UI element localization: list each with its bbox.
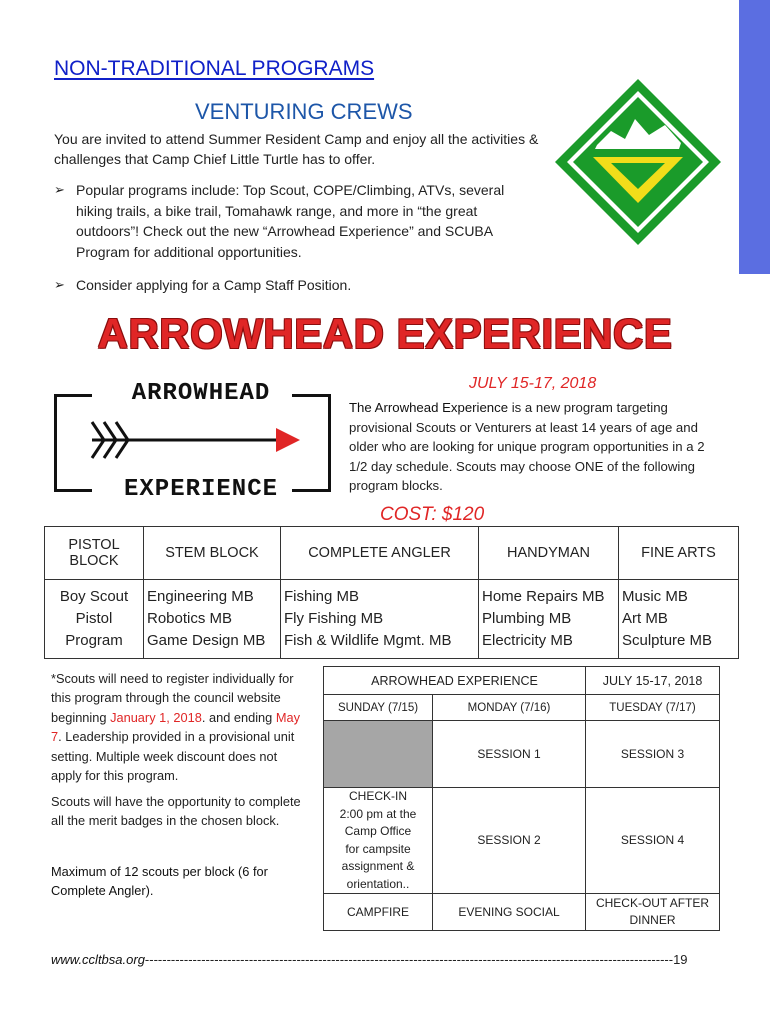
logo-frame-line	[328, 394, 331, 492]
page-footer	[51, 952, 688, 967]
cell-angler	[281, 580, 479, 659]
note-text: . Leadership provided in a provisional unit setting. Multiple week discount does not apply for this program.	[51, 729, 295, 784]
note-date-start: January 1, 2018	[110, 709, 202, 725]
page-number: 19	[673, 952, 688, 967]
checkout-line: CHECK-OUT AFTER	[595, 896, 710, 910]
cell-line: Program	[65, 632, 123, 649]
cell-line: Fly Fishing MB	[284, 610, 384, 627]
checkin-line: orientation..	[346, 876, 410, 891]
arrow-bullet-icon: ➢	[54, 277, 65, 292]
description-lead: The Arrowhead Experience	[349, 400, 509, 415]
schedule-row	[324, 894, 720, 931]
schedule-dates: JULY 15-17, 2018	[586, 667, 720, 695]
note-text: . and ending	[201, 709, 276, 725]
header-fine-arts: FINE ARTS	[619, 527, 739, 580]
footer-website-link[interactable]: www.ccltbsa.org	[51, 952, 145, 967]
cell-line: Fish & Wildlife Mgmt. MB	[284, 632, 452, 649]
header-handyman: HANDYMAN	[479, 527, 619, 580]
cell-pistol	[45, 580, 144, 659]
header-pistol-block	[45, 527, 144, 580]
day-sunday: SUNDAY (7/15)	[324, 695, 433, 721]
cell-line: Art MB	[622, 610, 668, 627]
bullet-staff-position	[54, 275, 544, 296]
header-complete-angler: COMPLETE ANGLER	[281, 527, 479, 580]
arrowhead-description	[349, 398, 724, 496]
program-blocks-table	[44, 526, 739, 659]
arrow-icon	[86, 408, 306, 472]
checkin-line: assignment &	[341, 859, 415, 873]
registration-note	[51, 669, 306, 785]
cell-line: Electricity MB	[482, 632, 573, 649]
page-side-tab	[739, 0, 770, 274]
checkin-line: CHECK-IN	[348, 789, 407, 803]
header-line: PISTOL	[68, 537, 120, 553]
session-2: SESSION 2	[433, 788, 586, 894]
day-tuesday: TUESDAY (7/17)	[586, 695, 720, 721]
arrowhead-title: ARROWHEAD EXPERIENCE	[97, 310, 673, 357]
schedule-table	[323, 666, 720, 931]
session-4: SESSION 4	[586, 788, 720, 894]
cell-line: Plumbing MB	[482, 610, 572, 627]
evening-social: EVENING SOCIAL	[433, 894, 586, 931]
checkin-line: Camp Office	[344, 824, 412, 838]
venturing-intro: You are invited to attend Summer Resident Camp and enjoy all the activities & challenges that Camp Chief Little Turtle has to offer.	[54, 131, 539, 167]
logo-word-experience: EXPERIENCE	[123, 476, 279, 503]
session-1: SESSION 1	[433, 721, 586, 788]
empty-cell	[324, 721, 433, 788]
bullet-text: Consider applying for a Camp Staff Position.	[76, 277, 352, 293]
cell-stem	[144, 580, 281, 659]
table-header-row	[45, 527, 739, 580]
arrowhead-cost: COST: $120	[380, 504, 485, 525]
schedule-days-row	[324, 695, 720, 721]
venturing-subtitle: VENTURING CREWS	[195, 99, 413, 124]
max-scouts-note: Maximum of 12 scouts per block (6 for Complete Angler).	[51, 864, 268, 899]
cell-line: Fishing MB	[284, 588, 360, 605]
footer-rule: --------------------------------------------------------------------------------------------------------------------------	[144, 952, 674, 967]
checkin-line: for campsite	[345, 841, 411, 856]
checkin-cell	[324, 788, 433, 894]
cell-line: Sculpture MB	[622, 632, 713, 649]
campfire: CAMPFIRE	[324, 894, 433, 931]
note-text: *Scouts will need to register individually for this program through the council website beginning	[51, 671, 294, 725]
bullet-text: Popular programs include: Top Scout, COPE/Climbing, ATVs, several hiking trails, a bike trail, Tomahawk range, and more in “the great outdoors”! Check out the new “Arrowhead Experience” and SCUBA Program for additional opportunities.	[76, 182, 505, 260]
cell-fine-arts	[619, 580, 739, 659]
checkout	[586, 894, 720, 931]
day-monday: MONDAY (7/16)	[433, 695, 586, 721]
session-3: SESSION 3	[586, 721, 720, 788]
arrow-bullet-icon: ➢	[54, 182, 65, 197]
logo-word-arrowhead: ARROWHEAD	[131, 380, 271, 407]
arrowhead-logo	[52, 380, 342, 502]
schedule-title: ARROWHEAD EXPERIENCE	[324, 667, 586, 695]
table-row	[45, 580, 739, 659]
cell-line: Robotics MB	[147, 610, 233, 627]
checkin-line: 2:00 pm at the	[339, 806, 417, 821]
note-date-end: May 7	[51, 709, 301, 745]
description-rest: is a new program targeting provisional Scouts or Venturers at least 14 years of age and older who are looking for unique program opportunities in a 2 1/2 day schedule. Scouts may choose ONE of the following program blocks.	[349, 400, 705, 494]
cell-line: Home Repairs MB	[482, 588, 605, 605]
logo-frame-line	[54, 489, 92, 492]
logo-frame-line	[54, 394, 92, 397]
header-stem-block: STEM BLOCK	[144, 527, 281, 580]
section-title: NON-TRADITIONAL PROGRAMS	[54, 57, 375, 80]
cell-line: Engineering MB	[147, 588, 254, 605]
cell-line: Pistol	[75, 610, 113, 627]
checkout-line: DINNER	[629, 913, 676, 927]
schedule-header-row	[324, 667, 720, 695]
arrowhead-dates: JULY 15-17, 2018	[469, 375, 597, 392]
header-line: BLOCK	[69, 553, 119, 569]
cell-handyman	[479, 580, 619, 659]
schedule-row	[324, 721, 720, 788]
logo-frame-line	[54, 394, 57, 492]
bullet-popular-programs	[54, 180, 544, 262]
cell-line: Boy Scout	[59, 588, 129, 605]
merit-badge-note: Scouts will have the opportunity to complete all the merit badges in the chosen block.	[51, 794, 301, 829]
cell-line: Music MB	[622, 588, 688, 605]
schedule-row	[324, 788, 720, 894]
cell-line: Game Design MB	[147, 632, 266, 649]
venturing-badge-icon	[553, 77, 723, 247]
